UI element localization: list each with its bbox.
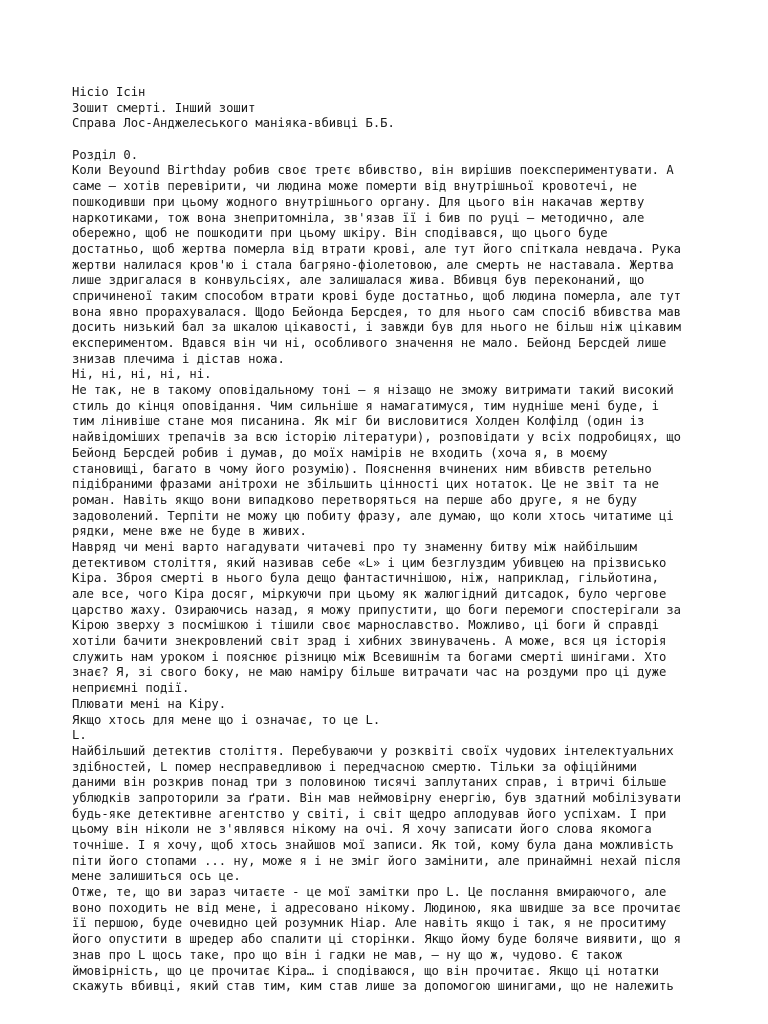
text-line: експериментом. Вдався він чи ні, особливого значення не мало. Бейонд Берсдей лише bbox=[72, 336, 667, 350]
text-line: тим лінивіше стане моя писанина. Як міг би висловитися Холден Колфілд (один із bbox=[72, 414, 645, 429]
text-line: досить низький бал за шкалою цікавості, і завжди був для нього не більш ніж цікавим bbox=[72, 320, 682, 335]
text-line: мене залишиться ось це. bbox=[72, 869, 241, 884]
text-line: здібностей, L помер несправедливою і передчасною смертю. Тільки за офіційними bbox=[72, 759, 637, 774]
text-line: становищі, багато в чому його розумію). Пояснення вчинених ним вбивств ретельно bbox=[72, 461, 652, 476]
book-title: Зошит смерті. Інший зошит bbox=[72, 100, 256, 115]
text-line: підібраними фразами анітрохи не збільшить цінності цих нотаток. Це не звіт та не bbox=[72, 477, 659, 492]
text-line: жертви налилася кров'ю і стала багряно-фіолетовою, але смерть не наставала. Жертва bbox=[72, 257, 674, 272]
text-line: неприємні події. bbox=[72, 681, 190, 696]
text-line: Навряд чи мені варто нагадувати читачеві про ту знаменну битву між найбільшим bbox=[72, 539, 637, 554]
text-line: даними він розкрив понад три з половиною тисячі заплутаних справ, і втричі більше bbox=[72, 775, 667, 790]
chapter-body bbox=[72, 163, 702, 994]
chapter-heading: Розділ 0. bbox=[72, 147, 139, 162]
text-line: саме — хотів перевірити, чи людина може померти від внутрішньої кровотечі, не bbox=[72, 179, 637, 194]
text-line: Якщо хтось для мене що і означає, то це L. bbox=[72, 712, 381, 727]
text-line: Кірою зверху з посмішкою і тішили своє марнославство. Можливо, ці боги й справді bbox=[72, 618, 659, 633]
text-line: точніше. І я хочу, щоб хтось знайшов мої записи. Як той, кому була дана можливість bbox=[72, 838, 674, 852]
text-line: Кіра. Зброя смерті в нього була дещо фантастичнішою, ніж, наприклад, гільйотина, bbox=[72, 571, 659, 586]
text-line: знав про L щось таке, про що він і гадки не мав, — ну що ж, чудово. Є також bbox=[72, 947, 623, 962]
text-line: лише здригалася в конвульсіях, але залишалася жива. Вбивця був переконаний, що bbox=[72, 273, 645, 288]
text-line: обережно, щоб не пошкодити при цьому шкіру. Він сподівався, що цього буде bbox=[72, 226, 608, 241]
text-line: роман. Навіть якщо вони випадково перетворяться на перше або друге, я не буду bbox=[72, 492, 637, 507]
text-line: знизав плечима і дістав ножа. bbox=[72, 351, 285, 366]
blank-line bbox=[72, 132, 702, 148]
text-line: найвідоміших трепачів за всю історію літератури), розповідати у всіх подробицях, що bbox=[72, 430, 682, 445]
text-line: Плювати мені на Кіру. bbox=[72, 696, 227, 711]
text-line: воно походить не від мене, і адресовано нікому. Людиною, яка швидше за все прочитає bbox=[72, 900, 682, 915]
text-line: спричиненої таким способом втрати крові буде достатньо, щоб людина померла, але тут bbox=[72, 288, 682, 303]
text-line: цьому він ніколи не з'являвся нікому на очі. Я хочу записати його слова якомога bbox=[72, 822, 652, 837]
text-line: задоволений. Терпіти не можу цю побиту фразу, але думаю, що коли хтось читатиме ці bbox=[72, 508, 674, 523]
text-line: знає? Я, зі свого боку, не маю наміру більше витрачати час на роздуми про ці дуже bbox=[72, 665, 667, 680]
text-line: пошкодивши при цьому жодного внутрішнього органу. Для цього він накачав жертву bbox=[72, 194, 645, 209]
book-subtitle: Справа Лос-Анджелеського маніяка-вбивці Б.Б. bbox=[72, 116, 395, 131]
text-line: рядки, мене вже не буде в живих. bbox=[72, 524, 307, 539]
text-line: достатньо, щоб жертва померла від втрати крові, але тут його спіткала невдача. Рука bbox=[72, 241, 682, 256]
book-author: Нісіо Ісін bbox=[72, 85, 146, 99]
text-line: Не так, не в такому оповідальному тоні — я нізащо не зможу витримати такий високий bbox=[72, 383, 674, 398]
text-line: ймовірність, що це прочитає Кіра… і сподіваюся, що він прочитає. Якщо ці нотатки bbox=[72, 963, 659, 978]
text-line: царство жаху. Озираючись назад, я можу припустити, що боги перемоги спостерігали за bbox=[72, 602, 682, 617]
text-line: стиль до кінця оповідання. Чим сильніше я намагатимуся, тим нудніше мені буде, і bbox=[72, 398, 659, 413]
text-line: Бейонд Берсдей робив і думав, до моїх намірів не входить (хоча я, в моєму bbox=[72, 445, 608, 460]
text-line: Найбільший детектив століття. Перебуваючи у розквіті своїх чудових інтелектуальних bbox=[72, 743, 674, 758]
text-line: наркотиками, тож вона знепритомніла, зв'язав її і бив по руці — методично, але bbox=[72, 210, 645, 225]
text-line: але все, чого Кіра досяг, міркуючи при цьому як жалюгідний дитсадок, було чергове bbox=[72, 587, 667, 601]
text-line: служить нам уроком і пояснює різницю між Всевишнім та богами смерті шинігами. Хто bbox=[72, 649, 667, 664]
text-line: вона явно прорахувалася. Щодо Бейонда Берсдея, то для нього сам спосіб вбивства мав bbox=[72, 304, 682, 319]
text-line: Отже, те, що ви зараз читаєте - це мої замітки про L. Це послання вмираючого, але bbox=[72, 885, 667, 900]
text-line: Коли Beyound Birthday робив своє третє вбивство, він вирішив поекспериментувати. А bbox=[72, 163, 674, 178]
text-line: будь-яке детективне агентство у світі, і світ щедро аплодував його успіхам. І при bbox=[72, 806, 667, 821]
document-page bbox=[72, 85, 702, 995]
text-line: його опустити в шредер або спалити ці сторінки. Якщо йому буде боляче виявити, що я bbox=[72, 932, 682, 947]
text-line: ублюдків запроторили за ґрати. Він мав неймовірну енергію, був здатний мобілізувати bbox=[72, 790, 682, 805]
text-line: скажуть вбивці, який став тим, ким став лише за допомогою шинигами, що не належить bbox=[72, 979, 674, 994]
text-line: L. bbox=[72, 728, 87, 743]
text-line: Ні, ні, ні, ні, ні. bbox=[72, 367, 212, 382]
text-line: піти його стопами ... ну, може я і не зміг його замінити, але принаймні нехай після bbox=[72, 853, 682, 868]
text-line: детективом століття, який називав себе «L» і цим безглуздим убивцею на прізвисько bbox=[72, 555, 667, 570]
text-line: хотіли бачити знекровлений світ зрад і хибних звинувачень. А може, вся ця історія bbox=[72, 634, 667, 649]
text-line: її першою, буде очевидно цей розумник Ніар. Але навіть якщо і так, я не проситиму bbox=[72, 916, 667, 931]
